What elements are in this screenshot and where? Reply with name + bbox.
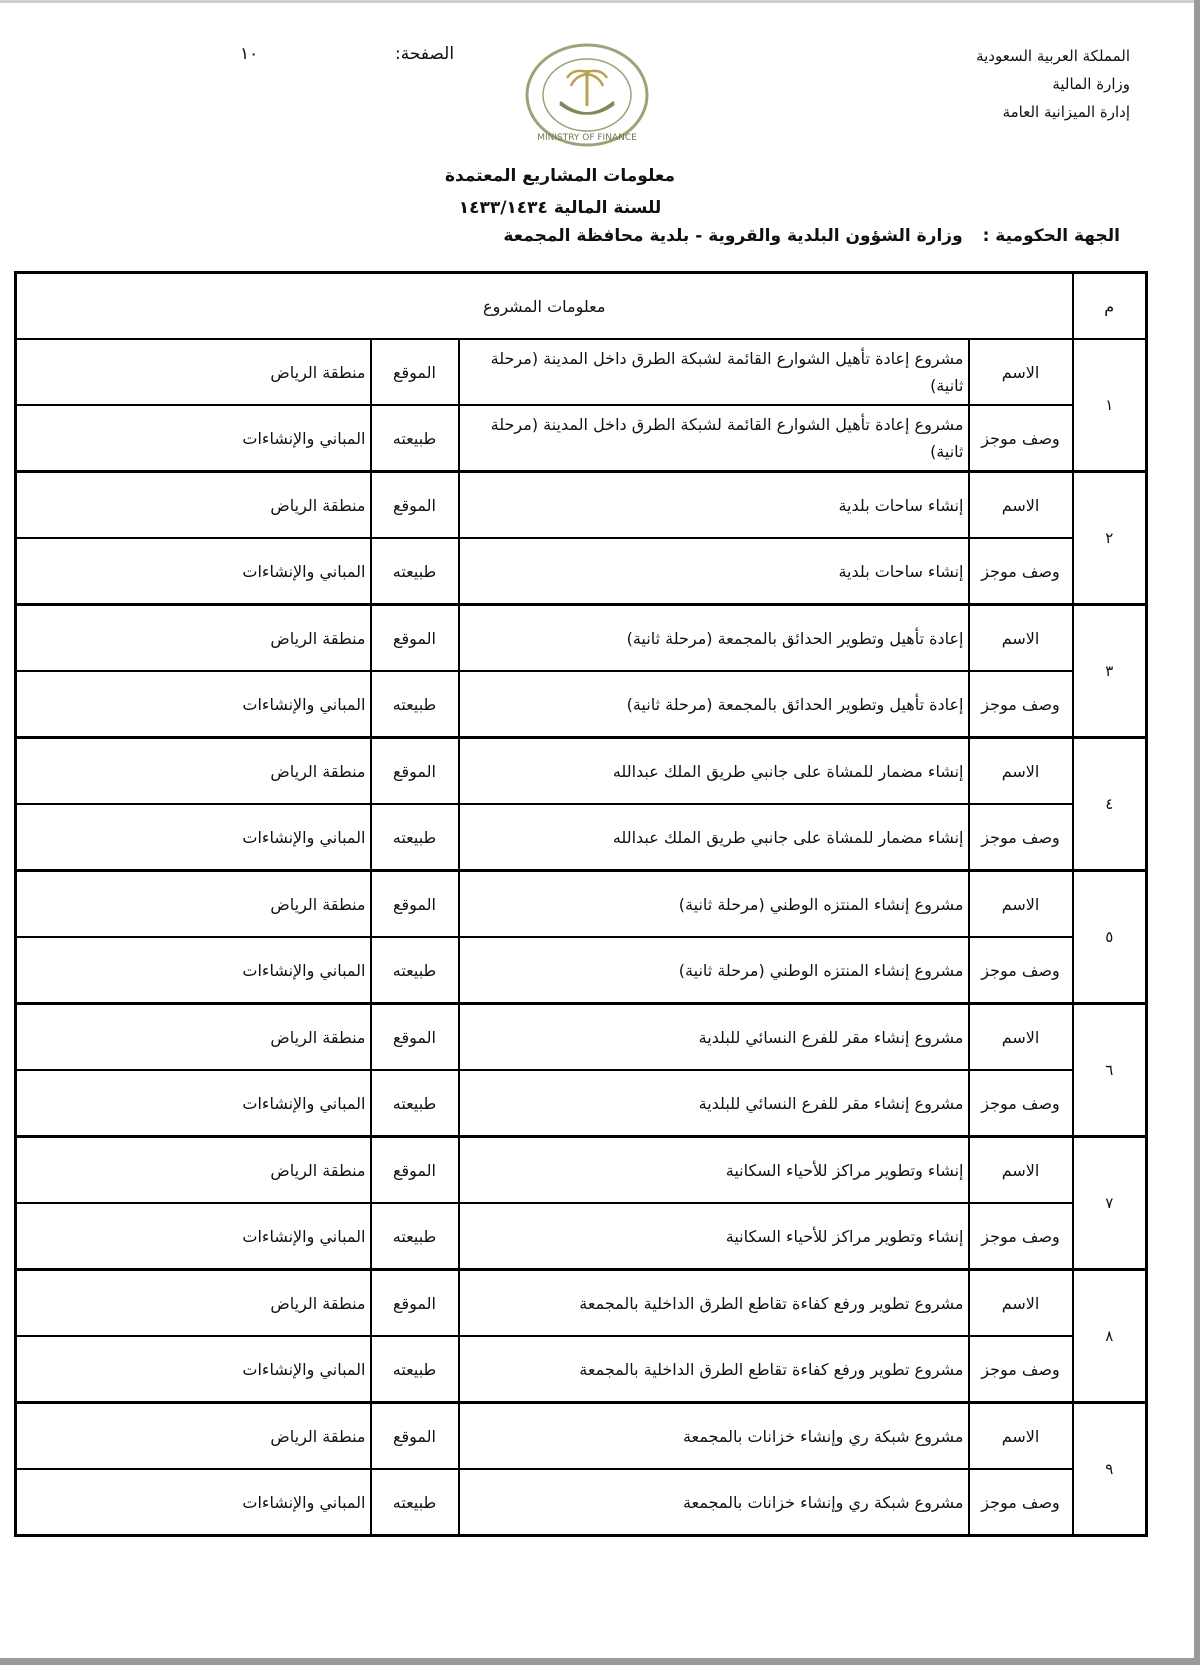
right-edge (1194, 0, 1200, 1665)
table-row (16, 1336, 1147, 1403)
table-row (16, 937, 1147, 1004)
table-row (16, 1469, 1147, 1536)
description-label: وصف موجز (969, 538, 1073, 605)
project-number: ٢ (1073, 472, 1147, 605)
location-label: الموقع (371, 339, 459, 405)
project-number: ٤ (1073, 738, 1147, 871)
project-name: مشروع إنشاء المنتزه الوطني (مرحلة ثانية) (459, 871, 969, 938)
table-row (16, 1070, 1147, 1137)
project-description: مشروع إعادة تأهيل الشوارع القائمة لشبكة الطرق داخل المدينة (مرحلة ثانية) (459, 405, 969, 472)
project-location: منطقة الرياض (16, 472, 371, 539)
project-number: ٦ (1073, 1004, 1147, 1137)
project-description: مشروع تطوير ورفع كفاءة تقاطع الطرق الداخلية بالمجمعة (459, 1336, 969, 1403)
document-title (300, 160, 820, 224)
project-nature: المباني والإنشاءات (16, 405, 371, 472)
description-label: وصف موجز (969, 937, 1073, 1004)
issuer-line-1: المملكة العربية السعودية (976, 47, 1130, 65)
table-row (16, 738, 1147, 805)
project-name: مشروع إعادة تأهيل الشوارع القائمة لشبكة الطرق داخل المدينة (مرحلة ثانية) (459, 339, 969, 405)
table-row (16, 1203, 1147, 1270)
project-number: ٧ (1073, 1137, 1147, 1270)
location-label: الموقع (371, 472, 459, 539)
table-row (16, 804, 1147, 871)
project-location: منطقة الرياض (16, 339, 371, 405)
project-description: إنشاء وتطوير مراكز للأحياء السكانية (459, 1203, 969, 1270)
name-label: الاسم (969, 472, 1073, 539)
project-name: إعادة تأهيل وتطوير الحدائق بالمجمعة (مرحلة ثانية) (459, 605, 969, 672)
project-nature: المباني والإنشاءات (16, 1203, 371, 1270)
name-label: الاسم (969, 1137, 1073, 1204)
description-label: وصف موجز (969, 671, 1073, 738)
description-label: وصف موجز (969, 1336, 1073, 1403)
name-label: الاسم (969, 1270, 1073, 1337)
project-description: إنشاء ساحات بلدية (459, 538, 969, 605)
project-name: إنشاء وتطوير مراكز للأحياء السكانية (459, 1137, 969, 1204)
page-number: ١٠ (240, 44, 259, 64)
location-label: الموقع (371, 1004, 459, 1071)
title-line-1: معلومات المشاريع المعتمدة (444, 166, 675, 186)
nature-label: طبيعته (371, 671, 459, 738)
bottom-edge (0, 1658, 1200, 1665)
table-row (16, 405, 1147, 472)
entity-value: وزارة الشؤون البلدية والقروية - بلدية محافظة المجمعة (503, 226, 963, 246)
page-label: الصفحة: (395, 44, 455, 64)
location-label: الموقع (371, 605, 459, 672)
project-number: ٥ (1073, 871, 1147, 1004)
project-nature: المباني والإنشاءات (16, 937, 371, 1004)
government-entity (489, 226, 1120, 246)
name-label: الاسم (969, 1004, 1073, 1071)
project-nature: المباني والإنشاءات (16, 1336, 371, 1403)
table-row (16, 1403, 1147, 1470)
project-location: منطقة الرياض (16, 1137, 371, 1204)
nature-label: طبيعته (371, 1336, 459, 1403)
table-row (16, 1137, 1147, 1204)
table-row (16, 871, 1147, 938)
nature-label: طبيعته (371, 405, 459, 472)
project-name: مشروع إنشاء مقر للفرع النسائي للبلدية (459, 1004, 969, 1071)
project-number: ٩ (1073, 1403, 1147, 1536)
name-label: الاسم (969, 738, 1073, 805)
nature-label: طبيعته (371, 1203, 459, 1270)
table-row (16, 1270, 1147, 1337)
name-label: الاسم (969, 871, 1073, 938)
header-project-info: معلومات المشروع (16, 273, 1073, 340)
project-location: منطقة الرياض (16, 1004, 371, 1071)
issuer-line-3: إدارة الميزانية العامة (1002, 103, 1130, 121)
top-edge (0, 0, 1200, 3)
header-number: م (1073, 273, 1147, 340)
page-number-block (240, 44, 455, 64)
project-location: منطقة الرياض (16, 1403, 371, 1470)
location-label: الموقع (371, 1270, 459, 1337)
name-label: الاسم (969, 339, 1073, 405)
issuer-line-2: وزارة المالية (1052, 75, 1130, 93)
name-label: الاسم (969, 1403, 1073, 1470)
location-label: الموقع (371, 1403, 459, 1470)
description-label: وصف موجز (969, 1070, 1073, 1137)
project-name: إنشاء مضمار للمشاة على جانبي طريق الملك عبدالله (459, 738, 969, 805)
project-location: منطقة الرياض (16, 1270, 371, 1337)
project-description: إعادة تأهيل وتطوير الحدائق بالمجمعة (مرحلة ثانية) (459, 671, 969, 738)
name-label: الاسم (969, 605, 1073, 672)
table-header-row (16, 273, 1147, 340)
table-row (16, 538, 1147, 605)
project-name: مشروع شبكة ري وإنشاء خزانات بالمجمعة (459, 1403, 969, 1470)
project-number: ١ (1073, 339, 1147, 472)
table-row (16, 1004, 1147, 1071)
project-name: مشروع تطوير ورفع كفاءة تقاطع الطرق الداخلية بالمجمعة (459, 1270, 969, 1337)
nature-label: طبيعته (371, 937, 459, 1004)
project-location: منطقة الرياض (16, 738, 371, 805)
project-location: منطقة الرياض (16, 871, 371, 938)
nature-label: طبيعته (371, 1469, 459, 1536)
nature-label: طبيعته (371, 538, 459, 605)
project-description: مشروع إنشاء مقر للفرع النسائي للبلدية (459, 1070, 969, 1137)
project-name: إنشاء ساحات بلدية (459, 472, 969, 539)
title-line-2: للسنة المالية ١٤٣٣/١٤٣٤ (458, 198, 662, 218)
issuer-block (890, 42, 1130, 126)
project-description: مشروع إنشاء المنتزه الوطني (مرحلة ثانية) (459, 937, 969, 1004)
projects-table (14, 271, 1148, 1537)
location-label: الموقع (371, 871, 459, 938)
project-description: مشروع شبكة ري وإنشاء خزانات بالمجمعة (459, 1469, 969, 1536)
seal-text: MINISTRY OF FINANCE (537, 133, 637, 143)
table-row (16, 605, 1147, 672)
description-label: وصف موجز (969, 1203, 1073, 1270)
description-label: وصف موجز (969, 405, 1073, 472)
project-nature: المباني والإنشاءات (16, 804, 371, 871)
project-nature: المباني والإنشاءات (16, 1070, 371, 1137)
nature-label: طبيعته (371, 1070, 459, 1137)
description-label: وصف موجز (969, 804, 1073, 871)
project-nature: المباني والإنشاءات (16, 671, 371, 738)
project-nature: المباني والإنشاءات (16, 538, 371, 605)
table-row (16, 671, 1147, 738)
entity-label: الجهة الحكومية : (982, 226, 1120, 246)
project-number: ٣ (1073, 605, 1147, 738)
nature-label: طبيعته (371, 804, 459, 871)
description-label: وصف موجز (969, 1469, 1073, 1536)
location-label: الموقع (371, 738, 459, 805)
table-row (16, 472, 1147, 539)
project-number: ٨ (1073, 1270, 1147, 1403)
location-label: الموقع (371, 1137, 459, 1204)
project-location: منطقة الرياض (16, 605, 371, 672)
table-row (16, 339, 1147, 405)
ministry-of-finance-seal (522, 40, 652, 150)
project-nature: المباني والإنشاءات (16, 1469, 371, 1536)
project-description: إنشاء مضمار للمشاة على جانبي طريق الملك عبدالله (459, 804, 969, 871)
